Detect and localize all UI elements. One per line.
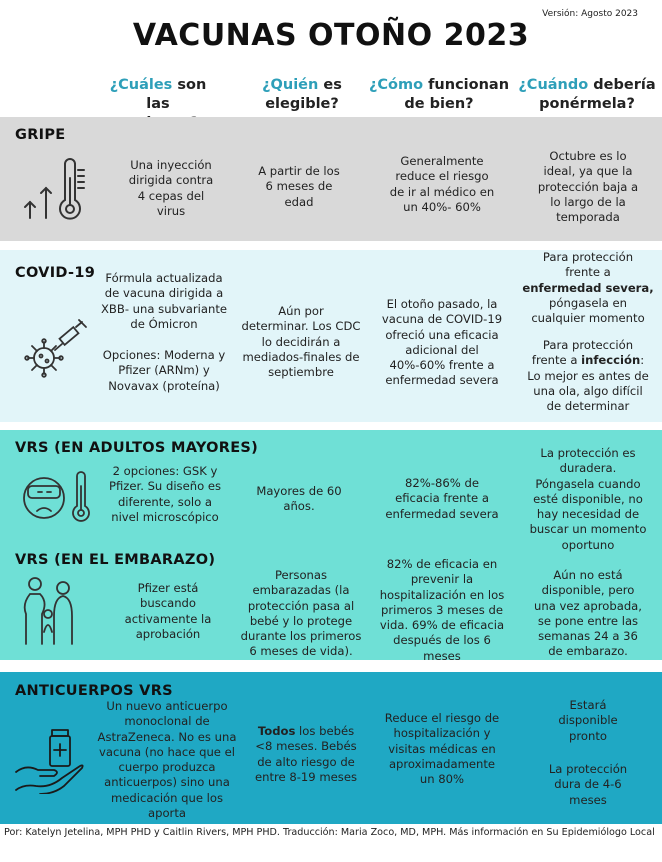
cell-line: eficacia frente a — [395, 491, 489, 506]
cell-line: mediados-finales de — [242, 349, 360, 364]
cell-line: Fórmula actualizada — [105, 271, 223, 285]
cell-line: de embarazo. — [548, 644, 628, 659]
cell-line: de ir al médico en — [389, 184, 495, 199]
cell-line: Un nuevo anticuerpo — [106, 699, 228, 713]
header-text: debería — [588, 77, 656, 93]
cell-line: 6 meses de vida). — [249, 644, 353, 659]
header-accent: ¿Cuáles — [109, 77, 173, 93]
cell-line: oportuno — [561, 537, 615, 552]
cell-line: frente a — [565, 265, 611, 280]
cell-line: embarazadas (la — [252, 583, 350, 598]
cell-line: hospitalización en los — [379, 587, 505, 602]
page-title: VACUNAS OTOÑO 2023 — [132, 18, 530, 53]
cell-line: Póngasela cuando — [535, 476, 641, 491]
header-when — [514, 76, 660, 114]
cell-line: Novavax (proteína) — [108, 378, 220, 393]
header-text: elegible? — [265, 95, 339, 112]
rsv-adults-eligible — [244, 484, 354, 515]
cell-line: activamente la — [124, 611, 212, 626]
cell-line: XBB- una subvariante — [100, 301, 228, 316]
cell-line: 82%-86% de — [405, 476, 479, 490]
cell-line: esté disponible, no — [533, 491, 643, 506]
rsv-pregnancy-options — [106, 581, 230, 642]
cell-line: cualquier momento — [531, 311, 645, 326]
cell-line: pronto — [569, 728, 607, 743]
cell-line: La protección es — [540, 446, 636, 460]
cell-line — [516, 281, 660, 296]
antibodies-options — [88, 699, 246, 821]
cell-line: disponible — [558, 713, 618, 728]
cell-line: anticuerpos) sino una — [104, 775, 230, 790]
cell-line: dura de 4-6 — [554, 777, 622, 792]
antibodies-efficacy — [368, 711, 516, 787]
covid-efficacy — [372, 297, 512, 389]
cell-line: visitas médicas en — [388, 741, 496, 756]
cell-line: 6 meses de — [265, 179, 333, 194]
rsv-adults-when — [516, 446, 660, 553]
cell-line: <8 meses. Bebés — [255, 739, 357, 754]
rsv-pregnancy-eligible — [236, 568, 366, 660]
cell-line: una ola, algo difícil — [533, 383, 643, 398]
cell-line: adicional del — [405, 342, 479, 357]
cell-line: enfermedad severa — [385, 373, 499, 388]
footer-credits: Por: Katelyn Jetelina, MPH PHD y Caitlin Rivers, MPH PHD. Traducción: Maria Zoco, MD, MPH. Más información en Su Epidemiólogo Local — [4, 827, 655, 838]
rsv-adults-options — [90, 464, 240, 525]
cell-line: Pfizer está — [137, 581, 199, 595]
cell-line: Reduce el riesgo de — [384, 711, 500, 725]
gripe-options — [112, 158, 230, 219]
cell-line: Pfizer (ARNm) y — [118, 363, 210, 378]
cell-line: una vez aprobada, — [534, 598, 642, 613]
cell-line: disponible, pero — [541, 583, 635, 598]
cell-line: aprobación — [135, 626, 201, 641]
cell-line: nivel microscópico — [111, 509, 219, 524]
cell-line: bebé y lo protege — [249, 613, 353, 628]
cell-line: protección baja a — [537, 179, 639, 194]
cell-line: cuerpo produzca — [118, 760, 216, 775]
cell-line: vacuna de COVID-19 — [381, 312, 503, 327]
cell-line: hospitalización y — [393, 726, 491, 741]
cell-line: protección pasa al — [247, 598, 355, 613]
cell-line: póngasela en — [549, 295, 627, 310]
cell-line: meses — [569, 792, 607, 807]
covid-options-b — [92, 348, 236, 394]
cell-line — [516, 353, 660, 368]
virus-syringe-icon — [20, 318, 92, 384]
cell-line: medicación que los — [110, 790, 224, 805]
cell-line: enfermedad severa — [385, 506, 499, 521]
sick-face-thermometer-icon — [20, 470, 92, 530]
covid-when-infection — [516, 338, 660, 414]
cell-line: semanas 24 a 36 — [538, 629, 638, 644]
antibodies-label: ANTICUERPOS VRS — [15, 683, 173, 699]
cell-line: de alto riesgo de — [257, 754, 355, 769]
cell-line: se pone entre las — [537, 613, 639, 628]
header-efficacy — [364, 76, 514, 114]
header-accent: ¿Cuándo — [518, 77, 589, 93]
cell-line: un 80% — [419, 772, 465, 787]
cell-line: de vacuna dirigida a — [104, 286, 224, 301]
header-text: son las — [146, 77, 207, 112]
cell-line: de Ómicron — [130, 316, 198, 331]
cell-line: reduce el riesgo — [395, 169, 489, 184]
cell-text: : — [640, 353, 645, 368]
cell-line: dirigida contra — [128, 173, 214, 188]
cell-line: prevenir la — [410, 572, 474, 587]
cell-line: Pfizer. Su diseño es — [108, 479, 222, 494]
header-text: de bien? — [404, 95, 474, 112]
cell-line: después de los 6 — [393, 633, 491, 648]
cell-line: Para protección — [542, 250, 634, 264]
header-accent: ¿Cómo — [368, 77, 424, 93]
rsv-adults-label: VRS (EN ADULTOS MAYORES) — [15, 440, 259, 456]
covid-label: COVID-19 — [15, 265, 96, 281]
cell-line: meses — [423, 648, 461, 663]
cell-line: Generalmente — [400, 154, 484, 168]
cell-line: AstraZeneca. No es una — [97, 729, 237, 744]
header-text: funcionan — [423, 77, 510, 93]
cell-line: ideal, ya que la — [543, 164, 633, 179]
cell-line: Mayores de 60 — [256, 484, 342, 498]
cell-line: primeros 3 meses de — [381, 602, 503, 617]
header-text: es — [318, 77, 342, 93]
cell-line: años. — [283, 499, 315, 514]
thermometer-icon — [20, 158, 90, 228]
header-eligible — [252, 76, 352, 114]
cell-line: temporada — [556, 210, 620, 225]
cell-line: vida. 69% de eficacia — [379, 618, 505, 633]
rsv-pregnancy-efficacy — [368, 557, 516, 664]
cell-line: monoclonal de — [124, 714, 210, 729]
rsv-pregnancy-when — [516, 568, 660, 660]
rsv-pregnancy-label: VRS (EN EL EMBARAZO) — [15, 552, 216, 568]
cell-line: Lo mejor es antes de — [527, 368, 649, 383]
cell-line: Estará — [569, 698, 607, 712]
cell-line: entre 8-19 meses — [255, 769, 357, 784]
cell-line: Una inyección — [130, 158, 212, 172]
cell-line: buscar un momento — [529, 522, 647, 537]
cell-line: 4 cepas del — [137, 188, 205, 203]
cell-line: vacuna (no hace que el — [98, 744, 235, 759]
cell-line: 82% de eficacia en — [386, 557, 498, 571]
covid-options-a — [92, 271, 236, 332]
cell-line: lo largo de la — [550, 194, 626, 209]
gripe-when — [518, 149, 658, 225]
cell-text: frente a — [531, 353, 582, 368]
cell-line: determinar. Los CDC — [241, 319, 361, 334]
antibodies-eligible — [244, 724, 368, 785]
cell-line: buscando — [139, 596, 197, 611]
cell-line: durante los primeros — [240, 629, 362, 644]
cell-line: ofreció una eficacia — [385, 327, 499, 342]
cell-line: Octubre es lo — [549, 149, 627, 163]
cell-line: hay necesidad de — [536, 507, 640, 522]
emphasis-text: Todos — [257, 724, 296, 738]
cell-line: Aún por — [278, 304, 324, 318]
emphasis-text: enfermedad severa, — [522, 280, 654, 295]
cell-line: 40%-60% frente a — [389, 358, 495, 373]
rsv-adults-efficacy — [372, 476, 512, 522]
cell-line: virus — [156, 203, 186, 218]
cell-line: diferente, solo a — [117, 494, 213, 509]
cell-line — [244, 724, 368, 739]
hand-vial-icon — [14, 726, 88, 798]
cell-line: El otoño pasado, la — [386, 297, 498, 311]
cell-text: los bebés — [295, 724, 355, 738]
covid-eligible — [238, 304, 364, 380]
cell-line: de determinar — [546, 399, 630, 414]
emphasis-text: infección — [581, 353, 641, 368]
cell-line: 2 opciones: GSK y — [112, 464, 218, 478]
family-icon — [18, 574, 84, 650]
antibodies-when-duration — [522, 762, 654, 808]
cell-line: aproximadamente — [388, 756, 496, 771]
gripe-label: GRIPE — [15, 127, 66, 143]
cell-line: Opciones: Moderna y — [102, 348, 226, 362]
gripe-eligible — [244, 164, 354, 210]
header-text: ponérmela? — [539, 95, 635, 112]
covid-when-severe — [516, 250, 660, 326]
gripe-efficacy — [372, 154, 512, 215]
cell-line: septiembre — [268, 365, 334, 380]
cell-line: La protección — [548, 762, 628, 776]
cell-line: un 40%- 60% — [403, 199, 481, 214]
version-label: Versión: Agosto 2023 — [542, 9, 638, 19]
cell-line: A partir de los — [258, 164, 340, 178]
cell-line: Aún no está — [553, 568, 623, 582]
cell-line: edad — [284, 194, 314, 209]
header-accent: ¿Quién — [262, 77, 319, 93]
cell-line: lo decidirán a — [261, 334, 341, 349]
cell-line: aporta — [148, 806, 186, 821]
cell-line: Personas — [274, 568, 328, 582]
cell-line: duradera. — [559, 461, 617, 476]
antibodies-when-available — [522, 698, 654, 744]
cell-line: Para protección — [542, 338, 634, 352]
